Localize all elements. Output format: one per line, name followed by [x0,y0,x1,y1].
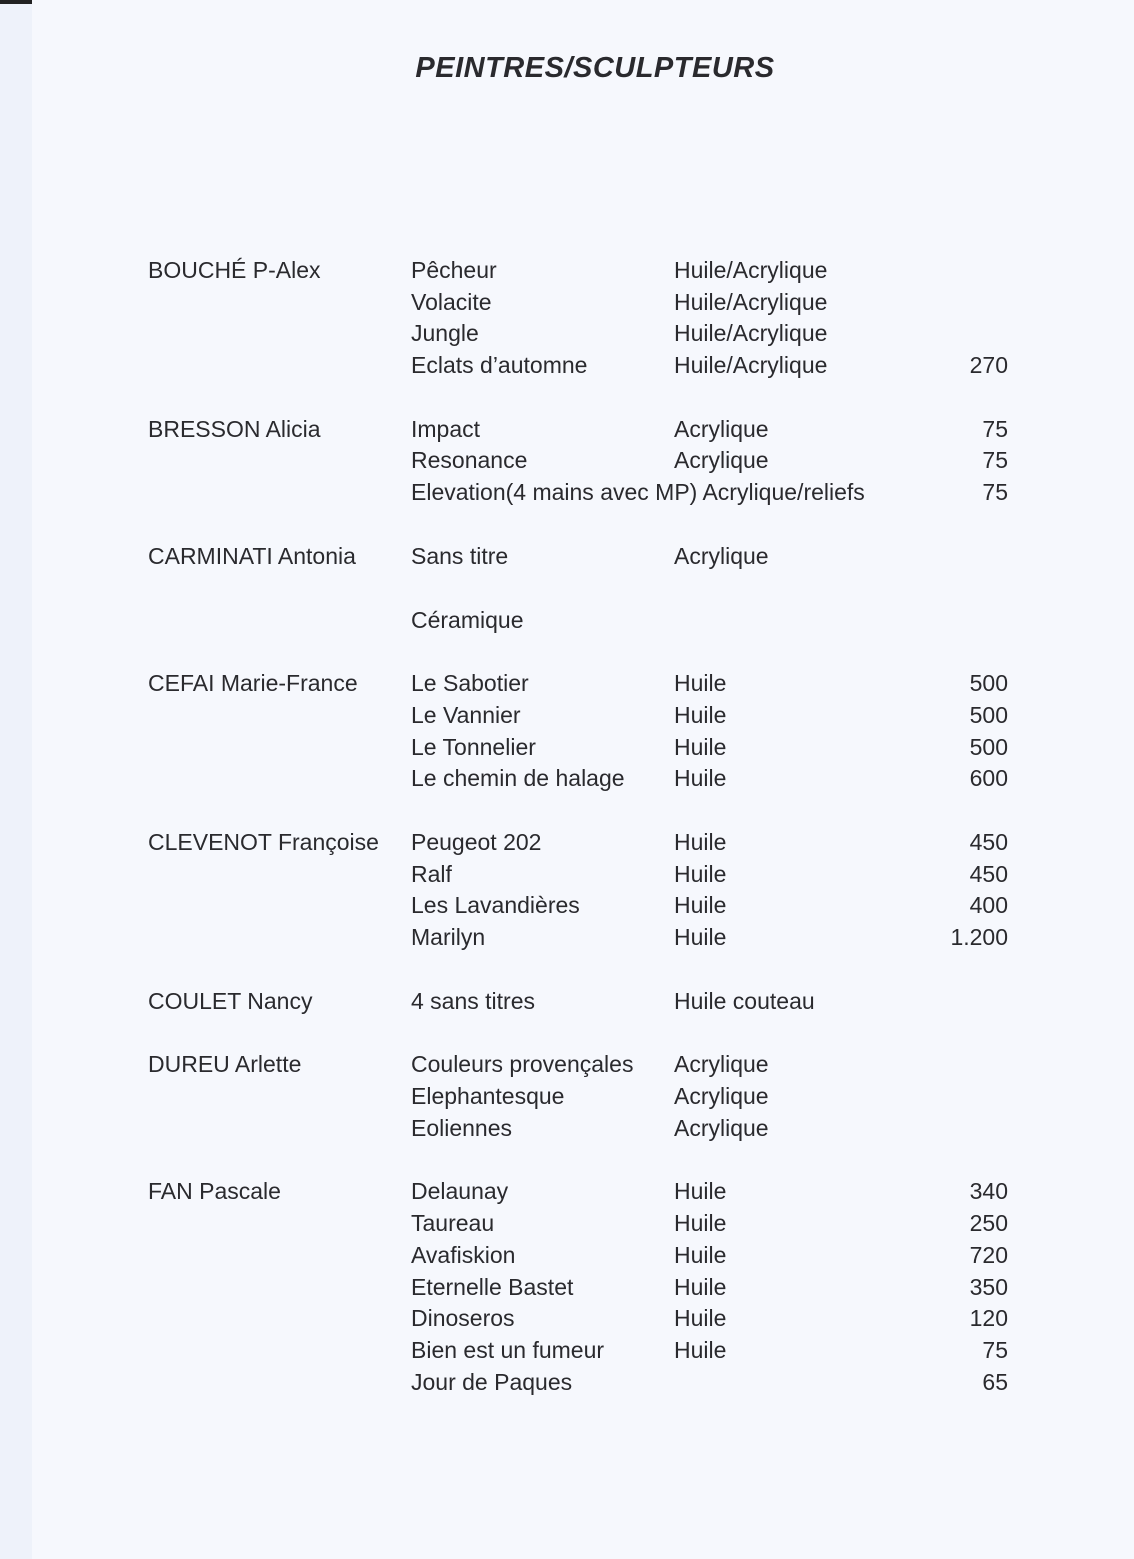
work-medium: Huile/Acrylique [674,352,828,379]
artist-name: CLEVENOT Françoise [148,828,379,855]
work-title: Ralf [411,860,452,887]
work-row [148,541,1008,573]
work-price: 450 [969,828,1008,855]
work-row [148,859,1008,891]
page-title: PEINTRES/SCULPTEURS [415,52,775,84]
work-title: Jour de Paques [411,1368,573,1395]
work-row [148,477,1008,509]
work-medium: Acrylique [674,542,769,569]
work-price: 400 [969,892,1008,919]
artist-section [148,414,1008,509]
artist-list [148,255,1008,1430]
work-title: Elevation(4 mains avec MP) Acrylique/reliefs [411,479,865,506]
work-medium: Huile [674,1336,727,1363]
work-medium: Acrylique [674,415,769,442]
work-medium: Huile/Acrylique [674,257,828,283]
work-medium: Huile/Acrylique [674,288,828,315]
work-medium: Huile [674,765,727,792]
work-title: Elephantesque [411,1083,565,1110]
work-medium: Acrylique [674,447,769,474]
work-medium: Huile [674,1210,727,1237]
work-row [148,763,1008,795]
work-medium: Huile [674,860,727,887]
artist-section [148,255,1008,382]
work-row [148,1303,1008,1335]
work-row [148,255,1008,287]
work-row [148,1240,1008,1272]
work-row [148,700,1008,732]
work-price: 1.200 [950,924,1008,950]
work-medium: Huile [674,828,727,855]
work-price: 270 [969,352,1008,379]
work-title: Taureau [411,1210,495,1237]
work-title: Le Vannier [411,701,521,728]
work-title: Avafiskion [411,1241,516,1268]
work-row [148,922,1008,954]
work-row [148,1272,1008,1304]
work-title: Marilyn [411,924,486,950]
artist-name: BRESSON Alicia [148,415,321,442]
work-row [148,287,1008,319]
scan-corner-mark [0,0,32,4]
work-medium: Acrylique [674,1051,769,1078]
work-title: Resonance [411,447,528,474]
artist-section [148,668,1008,795]
work-price: 500 [969,701,1008,728]
work-row [148,827,1008,859]
artist-section [148,1049,1008,1144]
work-medium: Huile [674,1178,727,1205]
work-title: Delaunay [411,1178,509,1205]
work-price: 720 [969,1241,1008,1268]
work-medium: Acrylique [674,1114,769,1141]
work-price: 450 [969,860,1008,887]
work-medium: Huile [674,733,727,760]
work-row [148,1208,1008,1240]
work-price: 75 [982,447,1008,474]
work-title: Les Lavandières [411,892,580,919]
work-medium: Acrylique [674,1083,769,1110]
work-row [148,414,1008,446]
work-medium: Huile [674,1241,727,1268]
work-medium: Huile [674,1305,727,1332]
work-price: 120 [969,1305,1008,1332]
work-medium: Huile [674,670,727,697]
work-title: Jungle [411,320,479,347]
work-row [148,1049,1008,1081]
work-title: Le chemin de halage [411,765,625,792]
artist-section [148,986,1008,1018]
work-price: 250 [969,1210,1008,1237]
work-price: 75 [982,415,1008,442]
work-row [148,986,1008,1018]
work-title: Volacite [411,288,492,315]
work-title: Couleurs provençales [411,1051,634,1078]
work-title: Céramique [411,606,524,633]
work-price: 500 [969,670,1008,697]
work-title: Eternelle Bastet [411,1273,574,1300]
work-medium: Huile/Acrylique [674,320,828,347]
artist-name: CARMINATI Antonia [148,542,356,569]
work-title: Sans titre [411,542,509,569]
work-row [148,1176,1008,1208]
work-price: 65 [982,1368,1008,1395]
work-medium: Huile [674,924,727,950]
artist-section [148,541,1008,573]
work-row [148,1335,1008,1367]
work-row [148,1367,1008,1399]
work-row [148,1081,1008,1113]
work-title: Le Sabotier [411,670,529,697]
work-title: Eclats d’automne [411,352,588,379]
work-row [148,1113,1008,1145]
work-row [148,668,1008,700]
work-row [148,350,1008,382]
work-row [148,890,1008,922]
artist-name: COULET Nancy [148,987,313,1014]
artist-name: BOUCHÉ P-Alex [148,257,321,283]
artist-name: DUREU Arlette [148,1051,302,1078]
work-row [148,605,1008,637]
artist-name: FAN Pascale [148,1178,281,1205]
work-medium: Huile [674,1273,727,1300]
artist-section [148,1176,1008,1398]
work-title: Le Tonnelier [411,733,536,760]
artist-section [148,605,1008,637]
work-medium: Huile [674,892,727,919]
work-medium: Huile couteau [674,987,815,1014]
work-price: 600 [969,765,1008,792]
work-price: 75 [982,479,1008,506]
work-title: Eoliennes [411,1114,513,1141]
artist-name: CEFAI Marie-France [148,670,358,697]
work-title: Dinoseros [411,1305,515,1332]
work-row [148,445,1008,477]
work-title: Impact [411,415,481,442]
work-price: 350 [969,1273,1008,1300]
work-medium: Huile [674,701,727,728]
work-row [148,318,1008,350]
work-price: 340 [969,1178,1008,1205]
artist-section [148,827,1008,954]
work-title: Pêcheur [411,257,497,283]
work-title: Peugeot 202 [411,828,542,855]
work-title: 4 sans titres [411,987,535,1014]
work-price: 500 [969,733,1008,760]
work-price: 75 [982,1336,1008,1363]
work-title: Bien est un fumeur [411,1336,605,1363]
work-row [148,732,1008,764]
